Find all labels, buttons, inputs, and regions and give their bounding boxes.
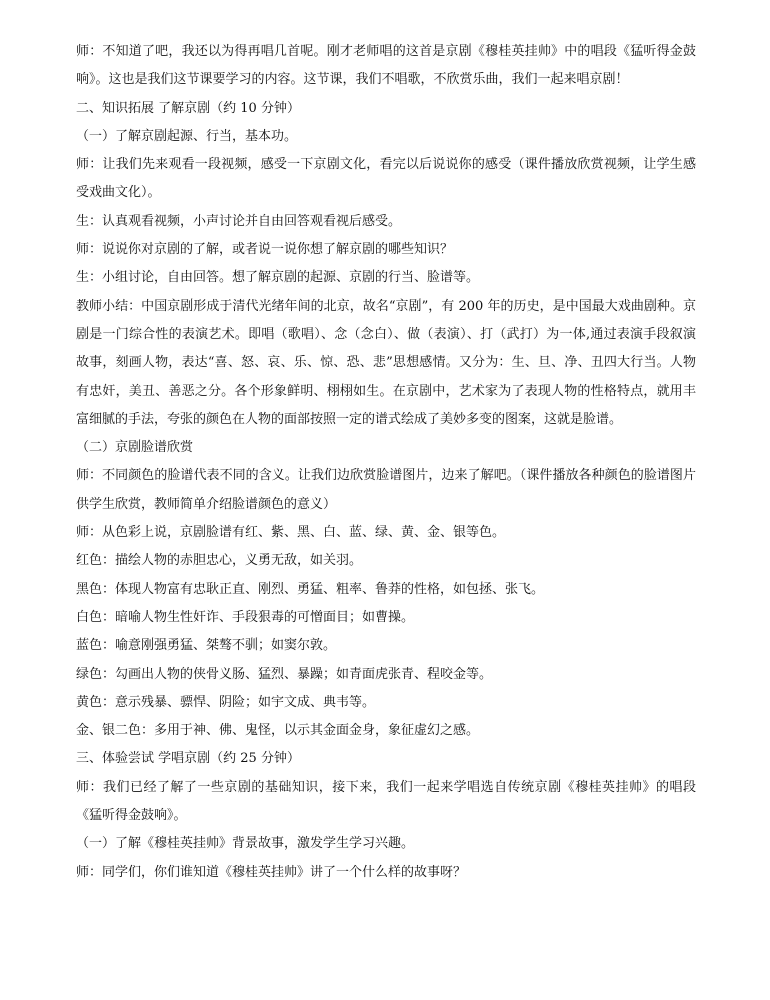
paragraph-teacher-colors: 师：从色彩上说，京剧脸谱有红、紫、黑、白、蓝、绿、黄、金、银等色。 (76, 525, 506, 541)
paragraph-color-gold-silver: 金、银二色：多用于神、佛、鬼怪，以示其金面金身，象征虚幻之感。 (76, 723, 480, 739)
paragraph-teacher-video: 师：让我们先来观看一段视频，感受一下京剧文化，看完以后说说你的感受（课件播放欣赏视频，让学生感受戏曲文化）。 (76, 157, 696, 201)
paragraph-color-white: 白色：暗喻人物生性奸诈、手段狠毒的可憎面目；如曹操。 (76, 609, 415, 625)
subsection-heading-origin: （一）了解京剧起源、行当，基本功。 (76, 128, 298, 144)
paragraph-teacher-question: 师：同学们，你们谁知道《穆桂英挂帅》讲了一个什么样的故事呀？ (76, 864, 467, 880)
paragraph-teacher-ask: 师：说说你对京剧的了解，或者说一说你想了解京剧的哪些知识？ (76, 242, 454, 258)
subsection-heading-facial-masks: （二）京剧脸谱欣赏 (76, 440, 194, 456)
paragraph-teacher-learn-song: 师：我们已经了解了一些京剧的基础知识，接下来，我们一起来学唱选自传统京剧《穆桂英挂帅》的唱段《猛听得金鼓响》。 (76, 779, 696, 824)
paragraph-teacher-summary: 教师小结：中国京剧形成于清代光绪年间的北京，故名“京剧”，有 200 年的历史，是中国最大戏曲剧种。京剧是一门综合性的表演艺术。即唱（歌唱）、念（念白）、做（表演）、打（武打）为一体,通过表演手段叙演故事，刻画人物，表达“喜、怒、哀、乐、惊、恐、悲”思想感情。又分为：生、旦、净、丑四大行当。人物有忠奸，美丑、善恶之分。各个形象鲜明、栩栩如生。在京剧中，艺术家为了表现人物的性格特点，就用丰富细腻的手法，夸张的颜色在人物的面部按照一定的谱式绘成了美妙多变的图案，这就是脸谱。 (76, 298, 696, 427)
paragraph-teacher-intro: 师：不知道了吧，我还以为得再唱几首呢。刚才老师唱的这首是京剧《穆桂英挂帅》中的唱段《猛听得金鼓响》。这也是我们这节课要学习的内容。这节课，我们不唱歌，不欣赏乐曲，我们一起来唱京剧！ (76, 44, 696, 88)
document-body (76, 38, 696, 887)
paragraph-student-watch: 生：认真观看视频，小声讨论并自由回答观看视后感受。 (76, 213, 402, 229)
subsection-heading-background: （一）了解《穆桂英挂帅》背景故事，激发学生学习兴趣。 (76, 836, 415, 852)
paragraph-color-yellow: 黄色：意示残暴、骠悍、阴险；如宇文成、典韦等。 (76, 694, 376, 710)
paragraph-color-red: 红色：描绘人物的赤胆忠心，义勇无敌，如关羽。 (76, 553, 363, 569)
paragraph-student-discuss: 生：小组讨论，自由回答。想了解京剧的起源、京剧的行当、脸谱等。 (76, 270, 480, 286)
paragraph-color-blue: 蓝色：喻意刚强勇猛、桀骜不驯；如窦尔敦。 (76, 638, 337, 654)
section-heading-singing: 三、体验尝试 学唱京剧（约 25 分钟） (76, 751, 300, 767)
paragraph-color-green: 绿色：勾画出人物的侠骨义肠、猛烈、暴躁；如青面虎张青、程咬金等。 (76, 666, 493, 682)
paragraph-color-black: 黑色：体现人物富有忠耿正直、刚烈、勇猛、粗率、鲁莽的性格，如包拯、张飞。 (76, 581, 545, 597)
paragraph-teacher-masks: 师：不同颜色的脸谱代表不同的含义。让我们边欣赏脸谱图片，边来了解吧。（课件播放各种颜色的脸谱图片供学生欣赏，教师简单介绍脸谱颜色的意义） (76, 468, 696, 512)
section-heading-knowledge: 二、知识拓展 了解京剧（约 10 分钟） (76, 100, 300, 116)
